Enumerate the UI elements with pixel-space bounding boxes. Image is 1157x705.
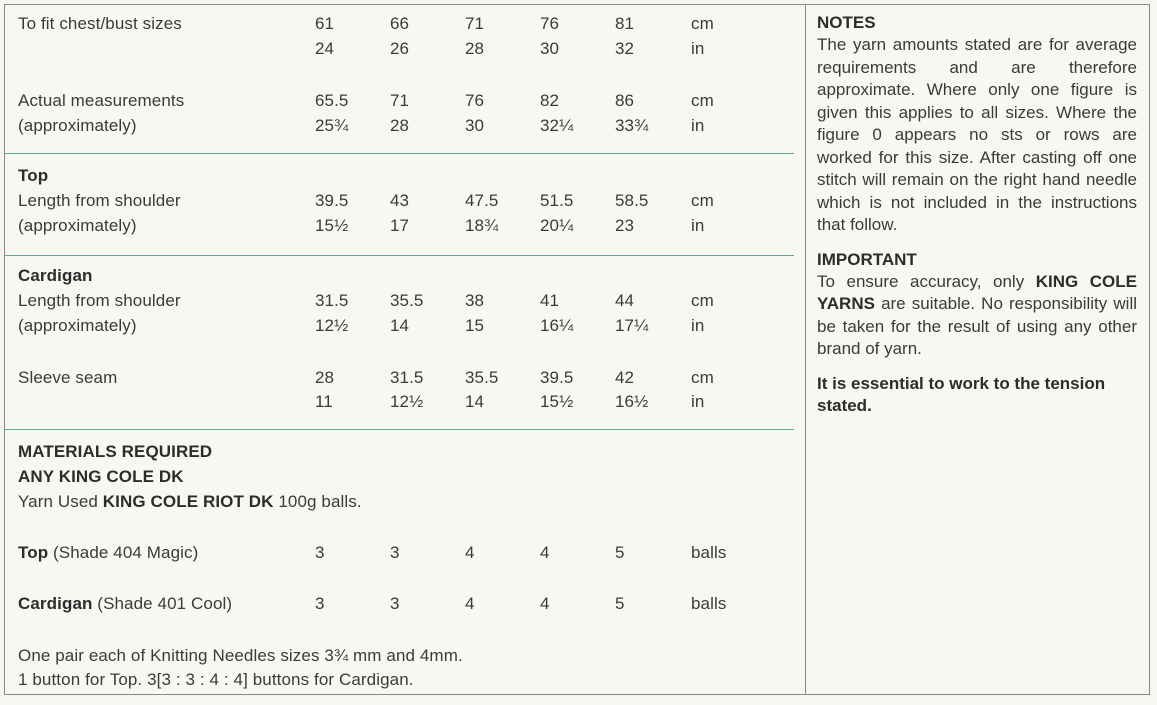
top-yarn-label xyxy=(18,542,198,564)
cardigan-balls-3: 4 xyxy=(465,594,475,613)
top-in-4: 20¼ xyxy=(540,216,574,235)
needles-text: One pair each of Knitting Needles sizes 3¾ mm and 4mm. xyxy=(18,646,463,665)
actual-cm-5: 86 xyxy=(615,91,635,110)
sleeve-in-2: 12½ xyxy=(390,392,424,411)
yarn-suffix: 100g balls. xyxy=(273,492,362,511)
important-heading: IMPORTANT xyxy=(817,249,917,269)
top-in-5: 23 xyxy=(615,216,635,235)
cardigan-yarn-name: Cardigan xyxy=(18,594,93,613)
cardigan-cm-5: 44 xyxy=(615,291,635,310)
top-length-label: Length from shoulder xyxy=(18,191,181,210)
actual-in-2: 28 xyxy=(390,116,410,135)
top-cm-3: 47.5 xyxy=(465,191,499,210)
cardigan-cm-4: 41 xyxy=(540,291,560,310)
cardigan-balls-1: 3 xyxy=(315,594,325,613)
sleeve-label: Sleeve seam xyxy=(18,368,118,387)
sleeve-cm-5: 42 xyxy=(615,368,635,387)
yarn-prefix: Yarn Used xyxy=(18,492,103,511)
important-body xyxy=(817,271,1137,361)
top-balls-2: 3 xyxy=(390,543,400,562)
unit-in: in xyxy=(691,39,705,58)
cardigan-yarn-label xyxy=(18,593,232,615)
notes-heading: NOTES xyxy=(817,13,876,32)
actual-label: Actual measurements xyxy=(18,91,185,110)
top-balls-5: 5 xyxy=(615,543,625,562)
unit-cm: cm xyxy=(691,14,714,33)
cardigan-yarn-shade: (Shade 401 Cool) xyxy=(92,594,233,613)
unit-in: in xyxy=(691,392,705,411)
actual-cm-2: 71 xyxy=(390,91,410,110)
important-brand: KING COLE YARNS xyxy=(817,271,1138,313)
actual-in-4: 32¼ xyxy=(540,116,574,135)
sleeve-cm-1: 28 xyxy=(315,368,335,387)
notes-panel xyxy=(817,12,1137,418)
unit-cm: cm xyxy=(691,291,714,310)
size-cm-3: 71 xyxy=(465,14,485,33)
top-in-3: 18¾ xyxy=(465,216,499,235)
sleeve-cm-3: 35.5 xyxy=(465,368,499,387)
actual-cm-1: 65.5 xyxy=(315,91,349,110)
sleeve-in-3: 14 xyxy=(465,392,485,411)
top-yarn-shade: (Shade 404 Magic) xyxy=(48,543,199,562)
important-prefix: To ensure accuracy, only xyxy=(817,271,1036,291)
sleeve-in-4: 15½ xyxy=(540,392,574,411)
sleeve-cm-2: 31.5 xyxy=(390,368,424,387)
size-in-1: 24 xyxy=(315,39,335,58)
top-cm-2: 43 xyxy=(390,191,410,210)
cardigan-cm-2: 35.5 xyxy=(390,291,424,310)
unit-balls: balls xyxy=(691,543,727,562)
size-cm-2: 66 xyxy=(390,14,410,33)
top-in-1: 15½ xyxy=(315,216,349,235)
cardigan-cm-3: 38 xyxy=(465,291,485,310)
cardigan-balls-4: 4 xyxy=(540,594,550,613)
size-in-3: 28 xyxy=(465,39,485,58)
size-in-2: 26 xyxy=(390,39,410,58)
yarn-name: KING COLE RIOT DK xyxy=(102,492,274,511)
cardigan-in-3: 15 xyxy=(465,316,485,335)
actual-cm-4: 82 xyxy=(540,91,560,110)
cardigan-in-2: 14 xyxy=(390,316,410,335)
size-cm-1: 61 xyxy=(315,14,335,33)
cardigan-in-1: 12½ xyxy=(315,316,349,335)
cardigan-cm-1: 31.5 xyxy=(315,291,349,310)
actual-cm-3: 76 xyxy=(465,91,485,110)
unit-in: in xyxy=(691,316,705,335)
sizes-label: To fit chest/bust sizes xyxy=(18,14,182,33)
column-divider xyxy=(805,4,806,695)
tension-note: It is essential to work to the tension stated. xyxy=(817,373,1106,415)
actual-in-1: 25¾ xyxy=(315,116,349,135)
cardigan-in-4: 16¼ xyxy=(540,316,574,335)
cardigan-balls-5: 5 xyxy=(615,594,625,613)
actual-in-5: 33¾ xyxy=(615,116,649,135)
sleeve-cm-4: 39.5 xyxy=(540,368,574,387)
unit-cm: cm xyxy=(691,91,714,110)
top-balls-1: 3 xyxy=(315,543,325,562)
unit-in: in xyxy=(691,216,705,235)
unit-balls: balls xyxy=(691,594,727,613)
notes-body: The yarn amounts stated are for average requirements and are therefore approximate. Where only one figure is given this applies to all sizes. Where the figure 0 appears no sts or rows are worked for this size. After casting off one stitch will remain on the right hand needle which is not included in the instructions that follow. xyxy=(817,35,1137,234)
sleeve-in-5: 16½ xyxy=(615,392,649,411)
size-cm-4: 76 xyxy=(540,14,560,33)
size-in-4: 30 xyxy=(540,39,560,58)
top-length-approx: (approximately) xyxy=(18,216,137,235)
unit-in: in xyxy=(691,116,705,135)
cardigan-length-label: Length from shoulder xyxy=(18,291,181,310)
top-balls-3: 4 xyxy=(465,543,475,562)
cardigan-balls-2: 3 xyxy=(390,594,400,613)
sleeve-in-1: 11 xyxy=(315,392,333,411)
materials-subheading: ANY KING COLE DK xyxy=(18,467,184,486)
top-balls-4: 4 xyxy=(540,543,550,562)
unit-cm: cm xyxy=(691,368,714,387)
cardigan-length-approx: (approximately) xyxy=(18,316,137,335)
important-suffix: are suitable. No responsibility will be taken for the result of using any other brand of yarn. xyxy=(817,294,1137,358)
top-cm-5: 58.5 xyxy=(615,191,649,210)
cardigan-heading: Cardigan xyxy=(18,266,93,285)
materials-heading: MATERIALS REQUIRED xyxy=(18,442,213,461)
size-in-5: 32 xyxy=(615,39,635,58)
unit-cm: cm xyxy=(691,191,714,210)
size-cm-5: 81 xyxy=(615,14,635,33)
top-heading: Top xyxy=(18,166,49,185)
buttons-text: 1 button for Top. 3[3 : 3 : 4 : 4] buttons for Cardigan. xyxy=(18,670,414,689)
actual-label-approx: (approximately) xyxy=(18,116,137,135)
top-yarn-name: Top xyxy=(18,543,49,562)
top-cm-1: 39.5 xyxy=(315,191,349,210)
yarn-used xyxy=(18,491,362,513)
cardigan-in-5: 17¼ xyxy=(615,316,649,335)
top-cm-4: 51.5 xyxy=(540,191,574,210)
top-in-2: 17 xyxy=(390,216,410,235)
actual-in-3: 30 xyxy=(465,116,485,135)
